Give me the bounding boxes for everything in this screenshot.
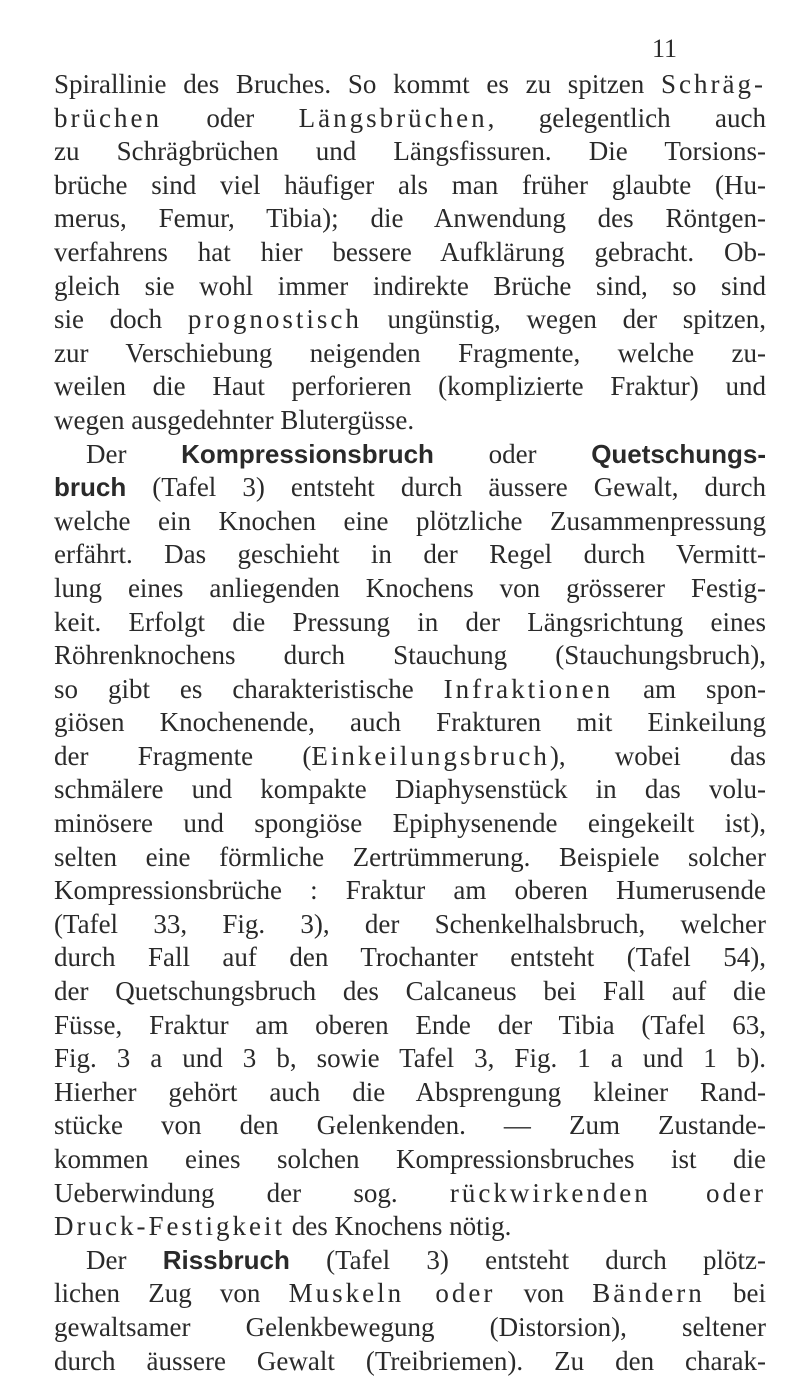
- text-segment: weilen die Haut perforieren (komplizierte Fraktur) und: [54, 371, 766, 402]
- text-line: [54, 438, 766, 472]
- text-line: [54, 505, 766, 539]
- text-line: [54, 874, 766, 908]
- spaced-term: Längsbrüchen: [298, 102, 488, 133]
- text-line: [54, 975, 766, 1009]
- text-segment: stücke von den Gelenkenden. — Zum Zustande-: [54, 1110, 766, 1141]
- text-line: [54, 337, 766, 371]
- text-segment: sie doch: [54, 304, 188, 335]
- text-segment: lichen Zug von: [54, 1278, 289, 1309]
- text-line: [54, 1210, 766, 1244]
- text-line: [54, 1277, 766, 1311]
- text-segment: zu Schrägbrüchen und Längsfissuren. Die Torsions-: [54, 136, 766, 167]
- spaced-term: Infraktionen: [443, 673, 614, 704]
- spaced-term: Muskeln oder: [288, 1278, 496, 1309]
- text-segment: am spon-: [613, 673, 766, 704]
- text-segment: Spirallinie des Bruches. So kommt es zu spitzen: [54, 69, 662, 99]
- spaced-term: Schräg-: [661, 69, 766, 99]
- text-line: [54, 706, 766, 740]
- text-segment: zur Verschiebung neigenden Fragmente, welche zu-: [54, 337, 766, 368]
- text-segment: verfahrens hat hier bessere Aufklärung gebracht. Ob-: [54, 236, 766, 267]
- text-line: [54, 1076, 766, 1110]
- text-segment: oder: [433, 438, 592, 469]
- text-segment: oder: [161, 102, 299, 133]
- text-line: [54, 404, 766, 438]
- text-line: [54, 236, 766, 270]
- text-segment: des Knochens nötig.: [284, 1211, 512, 1242]
- text-line: [54, 639, 766, 673]
- body-text: [54, 68, 766, 1378]
- bold-term: Rissbruch: [162, 1244, 290, 1275]
- text-segment: der Fragmente (: [54, 740, 312, 771]
- text-segment: , gelegentlich auch: [487, 102, 766, 133]
- text-segment: (Tafel 3) entsteht durch plötz-: [289, 1244, 766, 1275]
- text-segment: so gibt es charakteristische: [54, 673, 444, 704]
- page-number: 11: [652, 34, 678, 63]
- text-segment: minösere und spongiöse Epiphysenende eingekeilt ist),: [54, 808, 766, 839]
- text-segment: Füsse, Fraktur am oberen Ende der Tibia (Tafel 63,: [54, 1009, 766, 1040]
- text-line: [54, 1143, 766, 1177]
- text-segment: merus, Femur, Tibia); die Anwendung des Röntgen-: [54, 203, 766, 234]
- text-line: [54, 68, 766, 102]
- spaced-term: prognostisch: [187, 304, 362, 335]
- text-line: [54, 202, 766, 236]
- text-line: [54, 538, 766, 572]
- text-segment: Der: [86, 438, 182, 469]
- text-segment: brüche sind viel häufiger als man früher glaubte (Hu-: [54, 169, 766, 200]
- text-line: [54, 270, 766, 304]
- text-line: [54, 606, 766, 640]
- text-segment: Röhrenknochens durch Stauchung (Stauchungsbruch),: [54, 640, 766, 671]
- text-line: [54, 572, 766, 606]
- spaced-term: Druck-Festigkeit: [54, 1211, 285, 1242]
- text-line: [54, 1244, 766, 1278]
- bold-term: Quetschungs-: [591, 438, 766, 469]
- text-segment: selten eine förmliche Zertrümmerung. Beispiele solcher: [54, 841, 766, 872]
- text-segment: erfährt. Das geschieht in der Regel durch Vermitt-: [54, 539, 766, 570]
- text-line: [54, 807, 766, 841]
- text-segment: bei: [704, 1278, 766, 1309]
- text-segment: ), wobei das: [549, 740, 766, 771]
- text-segment: ungünstig, wegen der spitzen,: [361, 304, 766, 335]
- text-segment: Kompressionsbrüche : Fraktur am oberen Humerusende: [54, 875, 766, 906]
- spaced-term: Einkeilungsbruch: [311, 740, 550, 771]
- text-line: [54, 1042, 766, 1076]
- text-line: [54, 1177, 766, 1211]
- text-segment: der Quetschungsbruch des Calcaneus bei Fall auf die: [54, 976, 766, 1007]
- text-line: [54, 1109, 766, 1143]
- text-line: [54, 303, 766, 337]
- text-segment: Fig. 3 a und 3 b, sowie Tafel 3, Fig. 1 a und 1 b).: [54, 1043, 766, 1074]
- text-segment: gleich sie wohl immer indirekte Brüche sind, so sind: [54, 270, 766, 301]
- spaced-term: Bändern: [592, 1278, 705, 1309]
- text-segment: lung eines anliegenden Knochens von grösserer Festig-: [54, 572, 766, 603]
- text-line: [54, 471, 766, 505]
- text-line: [54, 841, 766, 875]
- text-line: [54, 941, 766, 975]
- text-segment: keit. Erfolgt die Pressung in der Längsrichtung eines: [54, 606, 766, 637]
- text-segment: Der: [86, 1244, 163, 1275]
- bold-term: bruch: [54, 472, 127, 503]
- text-line: [54, 1345, 766, 1378]
- text-line: [54, 370, 766, 404]
- text-segment: kommen eines solchen Kompressionsbruches ist die: [54, 1144, 766, 1174]
- text-line: [54, 169, 766, 203]
- text-line: [54, 673, 766, 707]
- text-line: [54, 102, 766, 136]
- text-segment: giösen Knochenende, auch Frakturen mit Einkeilung: [54, 707, 766, 738]
- text-segment: welche ein Knochen eine plötzliche Zusammenpressung: [54, 505, 766, 536]
- text-line: [54, 773, 766, 807]
- text-segment: gewaltsamer Gelenkbewegung (Distorsion), seltener: [54, 1311, 766, 1342]
- text-line: [54, 1009, 766, 1043]
- text-segment: (Tafel 3) entsteht durch äussere Gewalt, durch: [126, 472, 766, 503]
- text-line: [54, 135, 766, 169]
- text-segment: (Tafel 33, Fig. 3), der Schenkelhalsbruch, welcher: [54, 908, 766, 939]
- text-segment: durch Fall auf den Trochanter entsteht (Tafel 54),: [54, 942, 766, 973]
- text-line: [54, 740, 766, 774]
- text-line: [54, 1311, 766, 1345]
- text-segment: von: [495, 1278, 593, 1309]
- text-segment: durch äussere Gewalt (Treibriemen). Zu den charak-: [54, 1345, 766, 1376]
- spaced-term: brüchen: [54, 102, 162, 133]
- text-segment: Hierher gehört auch die Absprengung kleiner Rand-: [54, 1076, 766, 1107]
- bold-term: Kompressionsbruch: [181, 438, 434, 469]
- text-segment: schmälere und kompakte Diaphysenstück in das volu-: [54, 774, 766, 805]
- text-segment: Ueberwindung der sog.: [54, 1177, 450, 1208]
- text-segment: wegen ausgedehnter Blutergüsse.: [54, 404, 415, 435]
- text-line: [54, 908, 766, 942]
- spaced-term: rückwirkenden oder: [449, 1177, 766, 1208]
